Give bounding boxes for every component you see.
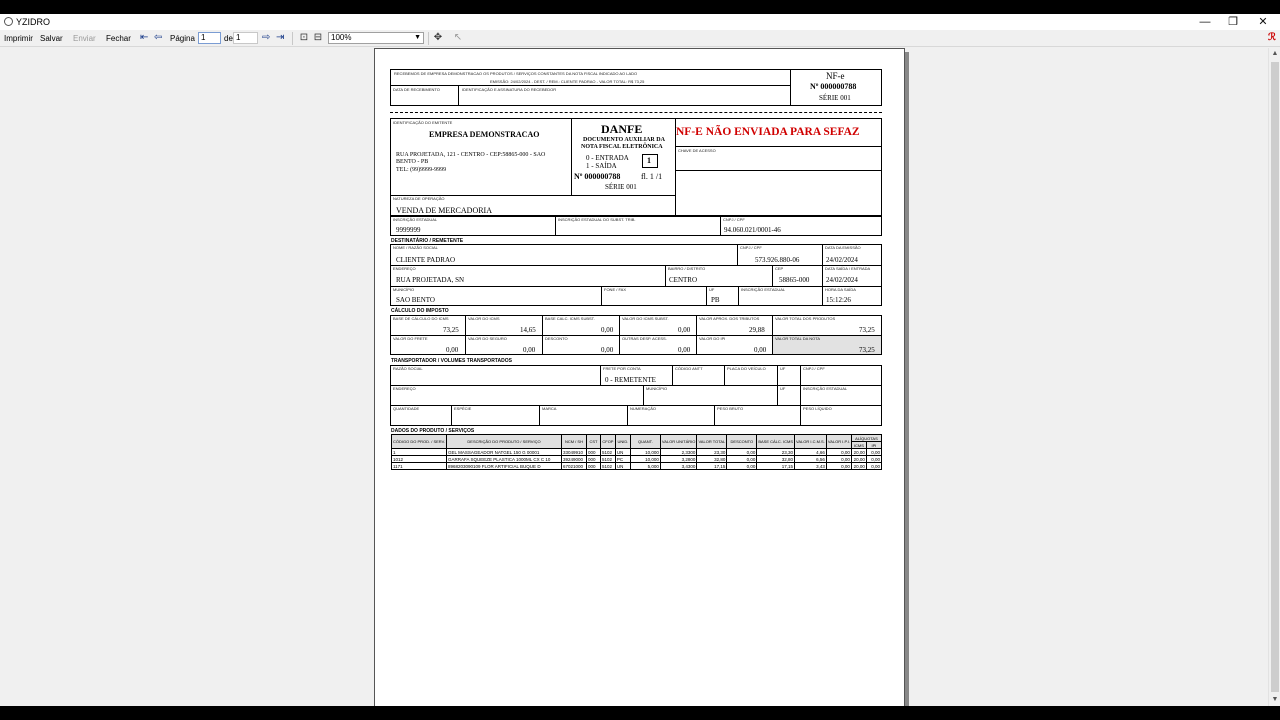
divider [600, 365, 601, 385]
of-label: de [224, 34, 233, 43]
print-button[interactable]: Imprimir [4, 34, 33, 43]
products-header-row [392, 435, 882, 442]
window-title: YZIDRO [16, 17, 51, 27]
divider [539, 405, 540, 426]
receipt-date-label: DATA DE RECEBIMENTO [393, 87, 440, 92]
product-cell: 1012 [392, 456, 447, 463]
species-label: ESPÉCIE [454, 406, 472, 411]
district: CENTRO [669, 276, 697, 284]
product-cell: 3,2800 [660, 456, 697, 463]
product-cell: GEL MASSAGEADOR NATGEL 150 G 00001 [447, 449, 562, 456]
status-banner: NF-E NÃO ENVIADA PARA SEFAZ [676, 126, 860, 138]
divider [790, 69, 791, 106]
product-cell: 0,00 [727, 456, 757, 463]
divider [571, 118, 572, 195]
vertical-scrollbar[interactable] [1268, 48, 1280, 706]
title-bar [0, 14, 1280, 30]
nature-label: NATUREZA DE OPERAÇÃO [393, 196, 445, 201]
product-cell: 0,00 [866, 463, 881, 470]
carrier-uf-label: UF [780, 366, 786, 371]
freight-mode-label: FRETE POR CONTA [603, 366, 641, 371]
product-cell: 20,00 [851, 463, 866, 470]
cnpj-label: CNPJ / CPF [723, 217, 745, 222]
products-body [392, 449, 882, 470]
operation-type-value: 1 [647, 156, 651, 165]
approx-taxes-label: VALOR APROX. DOS TRIBUTOS [699, 316, 760, 321]
product-cell: 5102 [600, 463, 615, 470]
col-rates: ALÍQUOTAS [851, 435, 881, 442]
dest-block [390, 244, 882, 306]
product-cell: 4,66 [795, 449, 827, 456]
divider [555, 216, 556, 236]
issuer-phone: TEL: (99)9999-9999 [396, 167, 447, 173]
divider [390, 286, 882, 287]
icms-st-base-label: BASE CALC. ICMS SUBST. [545, 316, 595, 321]
product-cell: 0,00 [826, 463, 851, 470]
carrier-uf2-label: UF [780, 386, 786, 391]
nfe-label: NF-e [826, 71, 845, 81]
col-total-value: VALOR TOTAL [697, 435, 727, 449]
minimize-icon[interactable]: — [1199, 16, 1211, 28]
gross-weight-label: PESO BRUTO [717, 406, 744, 411]
divider [738, 286, 739, 306]
divider [772, 315, 773, 355]
product-cell: 33049910 [561, 449, 586, 456]
dest-name-label: NOME / RAZÃO SOCIAL [393, 245, 438, 250]
icms-value: 14,65 [520, 326, 536, 334]
product-cell: 23,30 [697, 449, 727, 456]
receipt-text: RECEBEMOS DE EMPRESA DEMONSTRACAO OS PRODUTOS / SERVIÇOS CONSTANTES DA NOTA FISCAL INDICADO AO LADO [394, 71, 638, 76]
col-icms-rate: ICMS [851, 442, 866, 449]
restore-icon[interactable]: ❐ [1228, 16, 1238, 28]
product-cell: 0,00 [826, 456, 851, 463]
product-cell: 0,00 [866, 456, 881, 463]
dest-address-label: ENDEREÇO [393, 266, 416, 271]
issuer-address: RUA PROJETADA, 121 - CENTRO - CEP:58865-000 - SAO [396, 152, 546, 158]
pointer-icon[interactable]: ↖ [453, 32, 463, 43]
phone-label: FONE / FAX [604, 287, 627, 292]
transport-block [390, 365, 882, 426]
col-ipi-rate: IPI [866, 442, 881, 449]
product-cell: 2,3300 [660, 449, 697, 456]
divider [601, 286, 602, 306]
product-cell: 6,56 [795, 456, 827, 463]
close-button[interactable]: Fechar [106, 34, 131, 43]
product-cell: 17,15 [757, 463, 795, 470]
carrier-name-label: RAZÃO SOCIAL [393, 366, 423, 371]
product-cell: 39249000 [561, 456, 586, 463]
danfe-number: Nº 000000788 [574, 172, 621, 181]
danfe-title: DANFE [601, 122, 643, 136]
discount-label: DESCONTO [545, 336, 568, 341]
toolbar-separator [292, 32, 293, 45]
col-quantity: QUANT. [630, 435, 660, 449]
divider [451, 405, 452, 426]
product-cell: 17,15 [697, 463, 727, 470]
icms-st-value: 0,00 [678, 326, 691, 334]
screen-bottom-bar [0, 706, 1280, 720]
product-cell: 3,4300 [660, 463, 697, 470]
divider [696, 315, 697, 355]
carrier-ie-label: INSCRIÇÃO ESTADUAL [803, 386, 848, 391]
divider [714, 405, 715, 426]
product-cell: 5102 [600, 449, 615, 456]
carrier-city-label: MUNICÍPIO [646, 386, 668, 391]
previous-page-icon[interactable]: ⇦ [154, 32, 163, 43]
divider [777, 365, 778, 405]
screen-top-bar [0, 0, 1280, 14]
dest-address: RUA PROJETADA, SN [396, 276, 465, 284]
products-table [391, 434, 882, 470]
plate-label: PLACA DO VEÍCULO [727, 366, 766, 371]
icms-value-label: VALOR DO ICMS [468, 316, 500, 321]
first-page-icon[interactable]: ⇤ [140, 32, 149, 43]
note-total-label: VALOR TOTAL DA NOTA [775, 336, 821, 341]
issuer-label: IDENTIFICAÇÃO DO EMITENTE [393, 120, 453, 125]
divider [390, 85, 790, 86]
city-label: MUNICÍPIO [393, 287, 415, 292]
col-code: CÓDIGO DO PROD. / SERV. [392, 435, 447, 449]
divider [665, 265, 666, 286]
product-row [392, 463, 882, 470]
exit-time: 15:12:26 [826, 296, 851, 304]
dest-cpf: 573.926.880-06 [755, 256, 800, 264]
tax-section-title: CÁLCULO DO IMPOSTO [391, 308, 449, 314]
net-weight-label: PESO LÍQUIDO [803, 406, 832, 411]
divider [675, 146, 882, 147]
product-cell: 32,80 [697, 456, 727, 463]
emission-label: DATA DA EMISSÃO [825, 245, 861, 250]
product-cell: 000 [586, 449, 600, 456]
divider [542, 315, 543, 355]
icms-st-base: 0,00 [601, 326, 614, 334]
page-shadow [905, 52, 909, 708]
col-cst: CST [586, 435, 600, 449]
product-cell: 10,000 [630, 449, 660, 456]
divider [800, 365, 801, 405]
issuer-name: EMPRESA DEMONSTRACAO [429, 130, 540, 139]
divider [772, 265, 773, 286]
col-ncm: NCM / SH [561, 435, 586, 449]
danfe-subtitle-1: DOCUMENTO AUXILIAR DA [583, 137, 665, 143]
product-cell: 32,80 [757, 456, 795, 463]
uf: PB [711, 296, 720, 304]
col-unit: UNID. [615, 435, 630, 449]
total-pages-field: 1 [233, 32, 258, 44]
col-description: DESCRIÇÃO DO PRODUTO / SERVIÇO [447, 435, 562, 449]
brand-label: MARCA [542, 406, 557, 411]
pan-icon[interactable]: ✥ [433, 32, 443, 43]
exit-time-label: HORA DA SAÍDA [825, 287, 856, 292]
carrier-cnpj-label: CNPJ / CPF [803, 366, 825, 371]
divider [800, 405, 801, 426]
brand-logo-icon: ℛ [1268, 32, 1276, 43]
danfe-subtitle-2: NOTA FISCAL ELETRÔNICA [581, 144, 663, 150]
dest-ie-label: INSCRIÇÃO ESTADUAL [741, 287, 786, 292]
divider [724, 365, 725, 385]
nature-value: VENDA DE MERCADORIA [396, 206, 492, 215]
last-page-icon[interactable]: ⇥ [276, 32, 285, 43]
numbering-label: NUMERAÇÃO [630, 406, 657, 411]
quantity-label: QUANTIDADE [393, 406, 420, 411]
icms-base-label: BASE DE CÁLCULO DO ICMS [393, 316, 449, 321]
product-cell: 23,30 [757, 449, 795, 456]
danfe-series: SÉRIE 001 [605, 183, 637, 191]
product-row [392, 449, 882, 456]
insurance: 0,00 [523, 346, 536, 354]
send-button[interactable]: Enviar [73, 34, 96, 43]
ie-label: INSCRIÇÃO ESTADUAL [393, 217, 438, 222]
exit-date-label: DATA SAÍDA / ENTRADA [825, 266, 871, 271]
entry-option: 0 - ENTRADA [586, 154, 629, 162]
toolbar-separator [428, 32, 429, 45]
dest-cpf-label: CNPJ / CPF [740, 245, 762, 250]
chevron-down-icon: ▼ [414, 34, 421, 41]
discount: 0,00 [601, 346, 614, 354]
product-cell: 0,00 [826, 449, 851, 456]
issuer-address-city: BENTO - PB [396, 159, 429, 165]
carrier-address-label: ENDEREÇO [393, 386, 416, 391]
receipt-sign-label: IDENTIFICAÇÃO E ASSINATURA DO RECEBEDOR [462, 87, 557, 92]
divider [737, 244, 738, 265]
product-cell: 1 [392, 449, 447, 456]
danfe-page [374, 48, 905, 708]
products-total-label: VALOR TOTAL DOS PRODUTOS [775, 316, 836, 321]
product-cell: 0,00 [866, 449, 881, 456]
product-cell: 1171 [392, 463, 447, 470]
receipt-summary: EMISSÃO: 24/02/2024 - DEST. / REM.: CLIENTE PADRAO - VALOR TOTAL: R$ 73,25 [490, 79, 645, 84]
col-discount: DESCONTO [727, 435, 757, 449]
divider [390, 265, 882, 266]
antt-label: CÓDIGO ANTT [675, 366, 703, 371]
fit-width-icon[interactable]: ⊟ [313, 32, 323, 43]
divider [822, 244, 823, 306]
other-expenses-label: OUTRAS DESP. ACESS. [622, 336, 667, 341]
product-cell: UN [615, 463, 630, 470]
product-cell: 3,43 [795, 463, 827, 470]
freight: 0,00 [446, 346, 459, 354]
freight-mode: 0 - REMETENTE [605, 376, 656, 384]
nfe-number: Nº 000000788 [810, 82, 857, 91]
emission-date: 24/02/2024 [826, 256, 858, 264]
dest-name: CLIENTE PADRAO [396, 256, 456, 264]
divider [675, 170, 882, 171]
scroll-up-icon[interactable]: ▲ [1271, 50, 1279, 57]
product-cell: 67021000 [561, 463, 586, 470]
fit-page-icon[interactable]: ⊡ [299, 32, 309, 43]
divider [720, 216, 721, 236]
ie-subst-label: INSCRIÇÃO ESTADUAL DO SUBST. TRIB. [558, 217, 636, 222]
cnpj-value: 94.060.021/0001-46 [724, 226, 781, 234]
products-total: 73,25 [859, 326, 875, 334]
city: SAO BENTO [396, 296, 435, 304]
transport-section-title: TRANSPORTADOR / VOLUMES TRANSPORTADOS [391, 358, 512, 364]
insurance-label: VALOR DO SEGURO [468, 336, 507, 341]
scroll-down-icon[interactable]: ▼ [1271, 696, 1279, 703]
ie-value: 9999999 [396, 226, 421, 234]
col-cfop: CFOP [600, 435, 615, 449]
cut-line [390, 112, 882, 113]
products-section-title: DADOS DO PRODUTO / SERVIÇOS [391, 428, 475, 434]
page-label: Página [170, 34, 195, 43]
note-total: 73,25 [859, 346, 875, 354]
product-cell: PC [615, 456, 630, 463]
product-cell: 20,00 [851, 449, 866, 456]
icms-st-value-label: VALOR DO ICMS SUBST. [622, 316, 669, 321]
next-page-icon[interactable]: ⇨ [262, 32, 271, 43]
exit-date: 24/02/2024 [826, 276, 858, 284]
icms-base: 73,25 [443, 326, 459, 334]
product-cell: 5102 [600, 456, 615, 463]
col-ipi-value: VALOR I.P.I. [826, 435, 851, 449]
col-icms-base: BASE CÁLC. ICMS [757, 435, 795, 449]
divider [643, 385, 644, 405]
cep: 58865-000 [779, 276, 810, 284]
divider [619, 315, 620, 355]
col-unit-value: VALOR UNITÁRIO [660, 435, 697, 449]
zoom-select[interactable] [328, 32, 424, 44]
toolbar [0, 30, 1280, 47]
cep-label: CEP [775, 266, 784, 271]
divider [627, 405, 628, 426]
freight-label: VALOR DO FRETE [393, 336, 428, 341]
product-cell: 10,000 [630, 456, 660, 463]
product-cell: 8968203090109 FLOR ARTIFICIAL BUQUE D [447, 463, 562, 470]
product-cell: 20,00 [851, 456, 866, 463]
product-cell: 0,00 [727, 449, 757, 456]
exit-option: 1 - SAÍDA [586, 162, 617, 170]
product-cell: GARRAFA SQUEEZE PLASTICA 1000ML CX C 10 [447, 456, 562, 463]
app-icon [4, 17, 13, 26]
product-cell: 5,000 [630, 463, 660, 470]
close-icon[interactable]: ✕ [1258, 16, 1268, 28]
divider [672, 365, 673, 385]
page-number-input[interactable]: 1 [198, 32, 221, 44]
sheet-count: fl. 1 /1 [641, 172, 663, 181]
product-cell: UN [615, 449, 630, 456]
uf-label: UF [709, 287, 715, 292]
access-key-label: CHAVE DE ACESSO [678, 148, 716, 153]
approx-taxes: 29,88 [749, 326, 765, 334]
scrollbar-thumb[interactable] [1271, 62, 1279, 692]
other-expenses: 0,00 [678, 346, 691, 354]
nfe-series: SÉRIE 001 [819, 94, 851, 102]
zoom-value: 100% [331, 33, 352, 42]
dest-section-title: DESTINATÁRIO / REMETENTE [391, 238, 464, 244]
product-cell: 000 [586, 456, 600, 463]
district-label: BAIRRO / DISTRITO [668, 266, 706, 271]
ie-row [390, 216, 882, 236]
ipi-label: VALOR DO IPI [699, 336, 726, 341]
product-row [392, 456, 882, 463]
col-icms-value: VALOR I.C.M.S. [795, 435, 827, 449]
divider [465, 315, 466, 355]
ipi: 0,00 [754, 346, 767, 354]
product-cell: 0,00 [727, 463, 757, 470]
divider [706, 286, 707, 306]
divider [458, 85, 459, 106]
product-cell: 000 [586, 463, 600, 470]
save-button[interactable]: Salvar [40, 34, 63, 43]
